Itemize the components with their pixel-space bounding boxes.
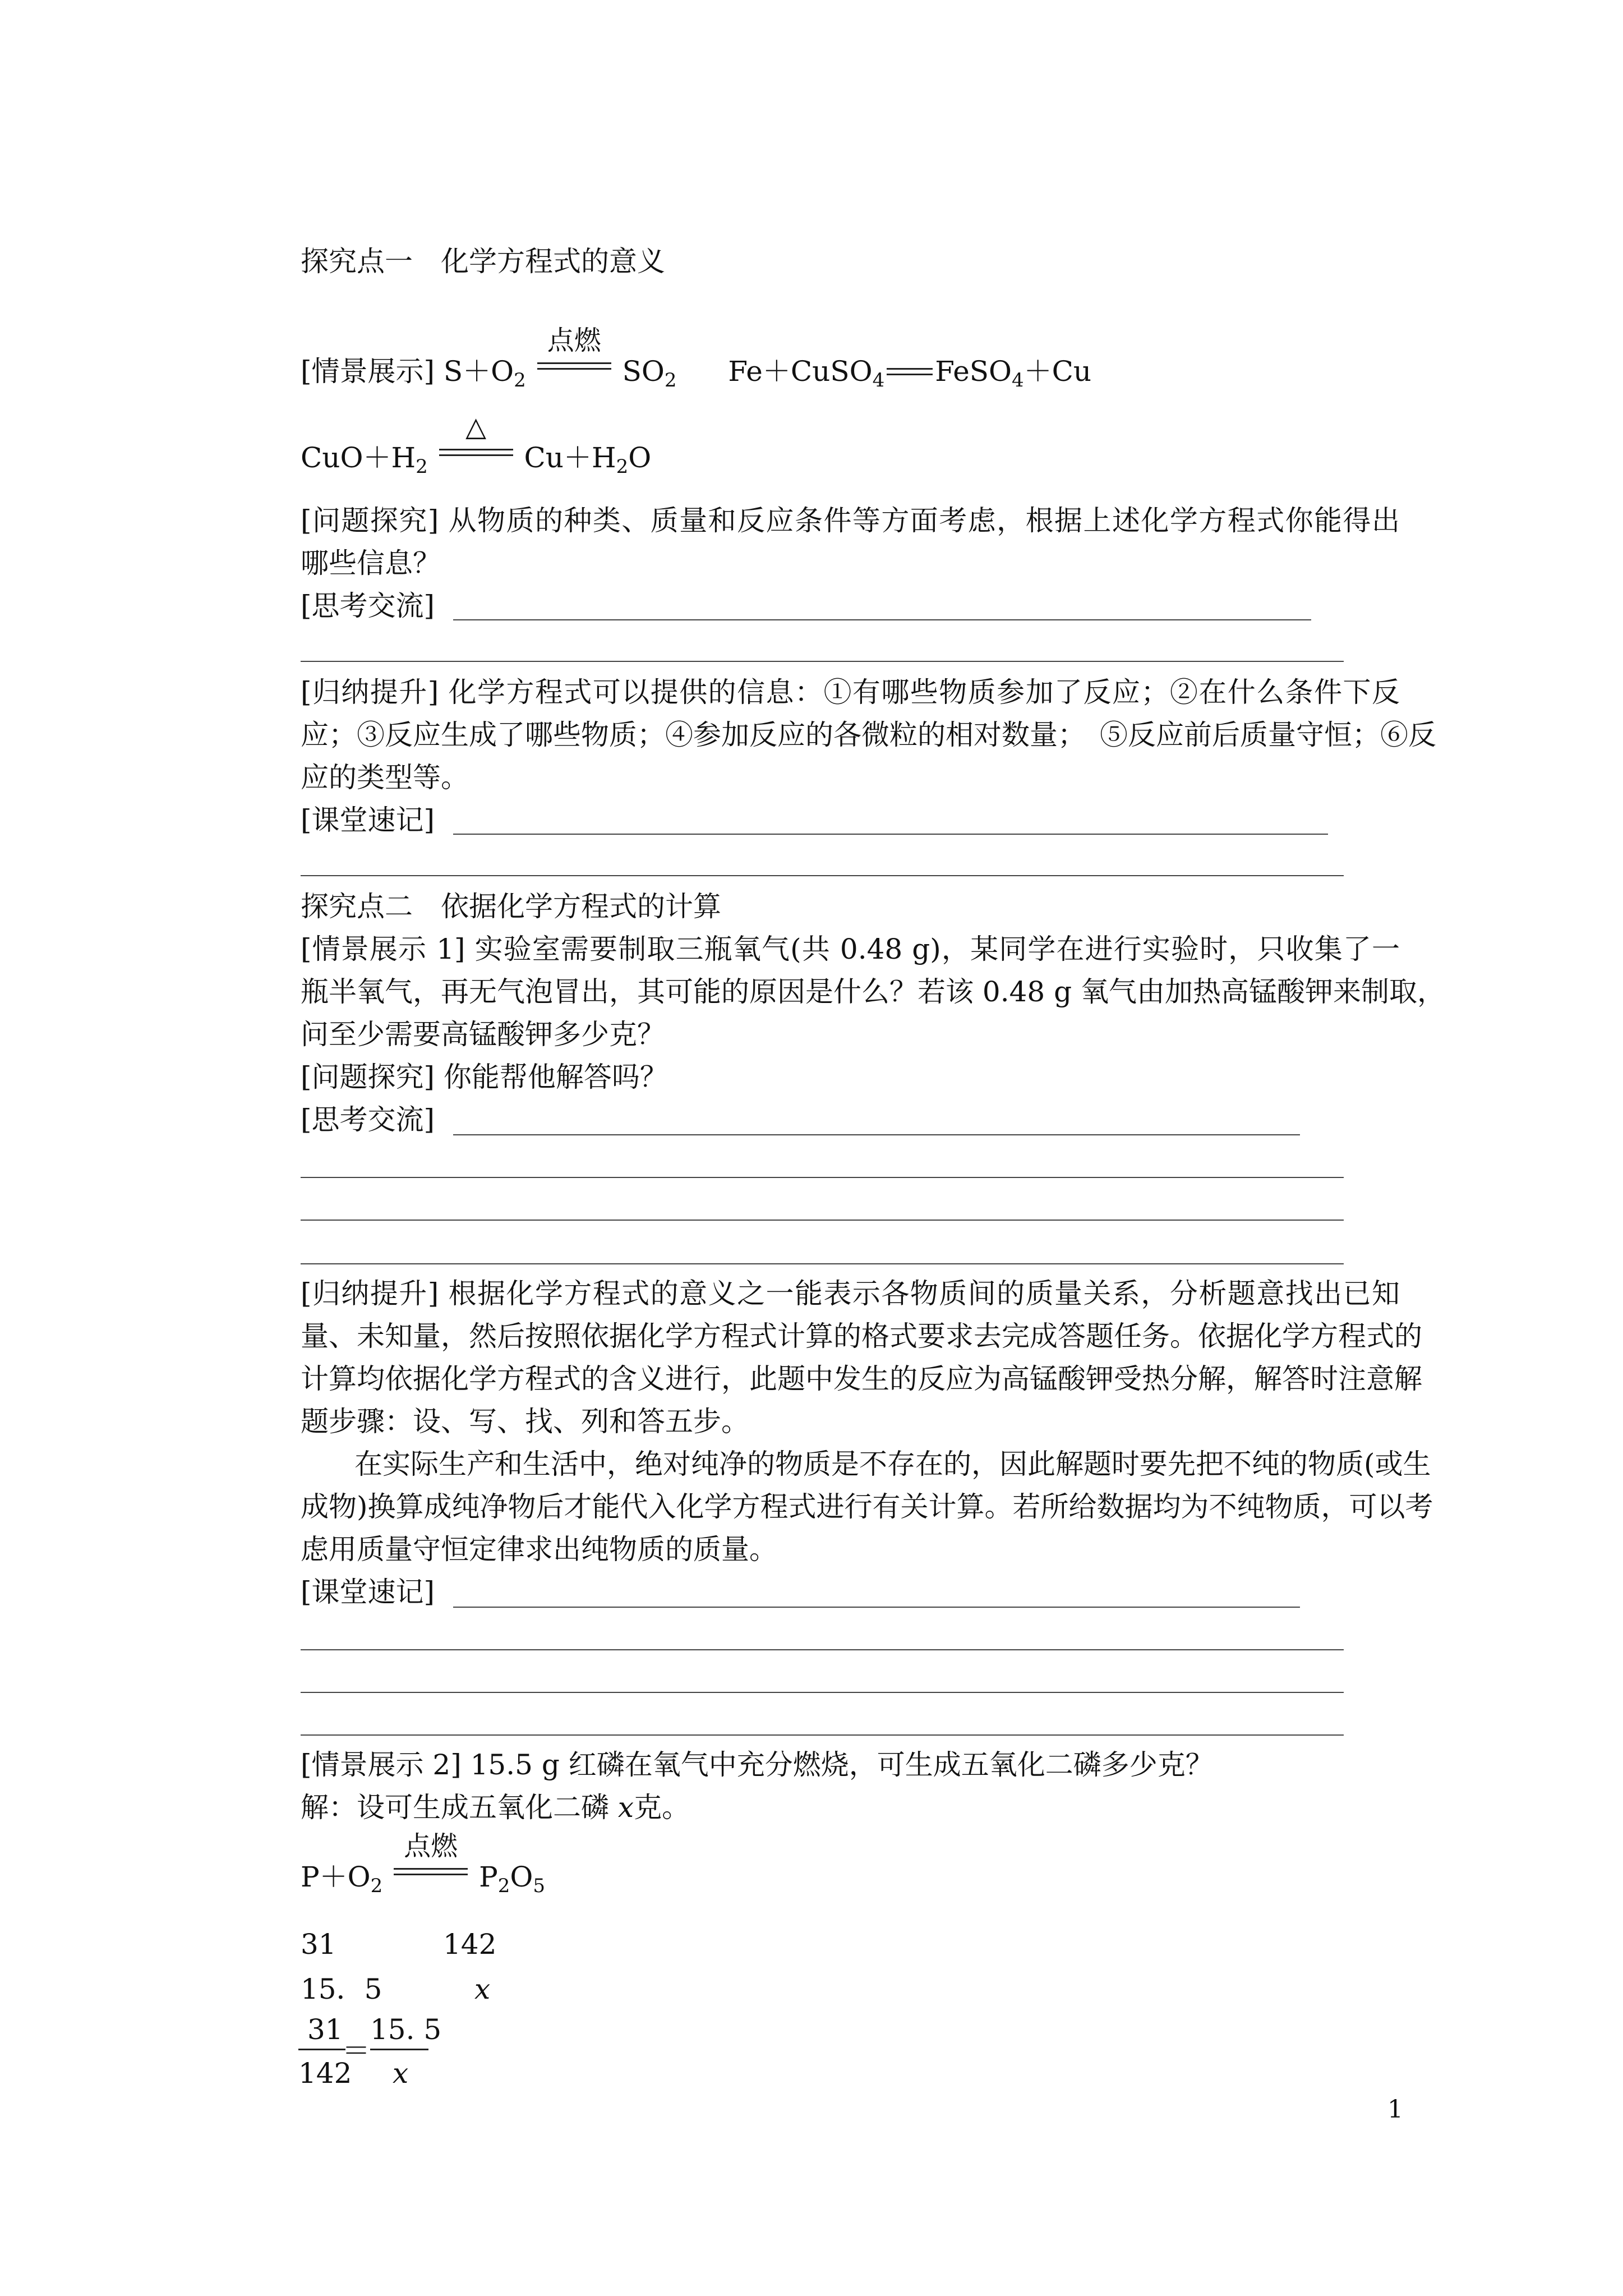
p-eq-left: P＋O: [301, 1861, 371, 1893]
eq1-condition: 点燃: [547, 325, 601, 356]
p-eq-right-sub1: 2: [497, 1875, 510, 1897]
answer-line[interactable]: [301, 1177, 1344, 1178]
fraction-right-denominator: x: [393, 2057, 409, 2090]
eq1-right-sub: 2: [664, 369, 677, 392]
equation-line-3: [301, 411, 652, 484]
question-line-1: [问题探究] 从物质的种类、质量和反应条件等方面考虑，根据上述化学方程式你能得出: [301, 504, 1400, 537]
solution-suffix: 克。: [634, 1791, 690, 1824]
paragraph-line-3: 虑用质量守恒定律求出纯物质的质量。: [301, 1533, 777, 1566]
fraction-right-bar: [370, 2049, 428, 2050]
notes-label-2: [课堂速记]: [301, 1576, 435, 1608]
notes-line[interactable]: [301, 1649, 1344, 1650]
answer-line[interactable]: [453, 619, 1311, 620]
notes-line[interactable]: [301, 1734, 1344, 1736]
page-number: 1: [1387, 2095, 1403, 2124]
phosphorus-equation: [301, 1830, 546, 1903]
mass-row-1-left: 31: [301, 1928, 336, 1961]
notes-line[interactable]: [301, 875, 1344, 876]
summary2-line-3: 计算均依据化学方程式的含义进行，此题中发生的反应为高锰酸钾受热分解，解答时注意解: [301, 1363, 1422, 1395]
paragraph-line-1: 在实际生产和生活中，绝对纯净的物质是不存在的，因此解题时要先把不纯的物质(或生: [354, 1448, 1431, 1480]
solution-prefix: 解：设可生成五氧化二磷: [301, 1791, 618, 1824]
eq2-equals: [884, 355, 935, 388]
heat-condition: △: [465, 411, 487, 443]
eq3-right-sub: 2: [616, 455, 629, 478]
scene2-text: [情景展示 2] 15.5 g 红磷在氧气中充分燃烧，可生成五氧化二磷多少克？: [301, 1749, 1214, 1781]
summary2-line-1: [归纳提升] 根据化学方程式的意义之一能表示各物质间的质量关系，分析题意找出已知: [301, 1277, 1400, 1310]
fraction-left-denominator: 142: [298, 2057, 352, 2090]
scene1-line-2: 瓶半氧气，再无气泡冒出，其可能的原因是什么？若该 0.48 g 氧气由加热高锰酸钾来制取，: [301, 976, 1446, 1008]
eq1-left: S＋O: [443, 355, 514, 388]
question-2: [问题探究] 你能帮他解答吗？: [301, 1061, 668, 1093]
mass-row-1-right: 142: [443, 1928, 497, 1961]
eq2-left: Fe＋CuSO: [728, 355, 873, 388]
eq1-right: SO: [622, 355, 665, 388]
solution-var: x: [617, 1791, 634, 1824]
p-eq-right: P: [479, 1861, 498, 1893]
p-eq-condition: 点燃: [404, 1830, 458, 1862]
section1-title: 探究点一 化学方程式的意义: [301, 245, 665, 278]
p-eq-right-sub2: 5: [533, 1875, 546, 1897]
summary1-line-1: [归纳提升] 化学方程式可以提供的信息：①有哪些物质参加了反应；②在什么条件下反: [301, 676, 1400, 708]
mass-row-2-left: 15．5: [301, 1973, 382, 2005]
eq3-arrow: [437, 411, 515, 475]
eq3-right: Cu＋H: [524, 441, 616, 474]
fraction-right-numerator: 15. 5: [370, 2013, 442, 2046]
think-label-1: [思考交流]: [301, 590, 435, 622]
paragraph-line-2: 成物)换算成纯净物后才能代入化学方程式进行有关计算。若所给数据均为不纯物质，可以考: [301, 1490, 1433, 1523]
answer-line[interactable]: [453, 1134, 1300, 1135]
p-eq-right-mid: O: [510, 1861, 533, 1893]
fraction-equals: ＝: [342, 2035, 370, 2067]
summary1-line-2: 应；③反应生成了哪些物质；④参加反应的各微粒的相对数量； ⑤反应前后质量守恒；⑥反: [301, 719, 1436, 751]
equation-line-1: [301, 325, 1092, 397]
think-label-2: [思考交流]: [301, 1103, 435, 1136]
answer-line[interactable]: [301, 1263, 1344, 1264]
eq2-right-tail: ＋Cu: [1023, 355, 1092, 388]
answer-line[interactable]: [301, 661, 1344, 662]
notes-label-1: [课堂速记]: [301, 804, 435, 836]
eq2-left-sub: 4: [872, 369, 885, 392]
p-eq-arrow: [391, 1830, 470, 1894]
eq1-left-sub: 2: [514, 369, 526, 392]
fraction-left-numerator: 31: [307, 2013, 343, 2046]
solution-intro: [301, 1791, 690, 1824]
question-line-2: 哪些信息？: [301, 547, 441, 579]
scene1-line-3: 问至少需要高锰酸钾多少克？: [301, 1018, 665, 1051]
notes-line[interactable]: [301, 1692, 1344, 1693]
scene1-line-1: [情景展示 1] 实验室需要制取三瓶氧气(共 0.48 g)，某同学在进行实验时，只收集了一: [301, 933, 1400, 965]
eq3-right-tail: O: [628, 441, 652, 474]
section2-title: 探究点二 依据化学方程式的计算: [301, 890, 721, 923]
summary2-line-2: 量、未知量，然后按照依据化学方程式计算的格式要求去完成答题任务。依据化学方程式的: [301, 1320, 1422, 1352]
eq1-arrow: [535, 325, 614, 388]
eq3-left: CuO＋H: [301, 441, 416, 474]
answer-line[interactable]: [301, 1220, 1344, 1221]
eq3-left-sub: 2: [416, 455, 428, 478]
p-eq-left-sub: 2: [370, 1875, 383, 1897]
notes-line[interactable]: [453, 834, 1328, 835]
notes-line[interactable]: [453, 1607, 1300, 1608]
summary1-line-3: 应的类型等。: [301, 761, 469, 794]
eq2-right-sub: 4: [1012, 369, 1024, 392]
eq2-right: FeSO: [935, 355, 1012, 388]
fraction-left-bar: [298, 2049, 345, 2050]
mass-row-2-right: x: [474, 1973, 491, 2005]
scene-label: [情景展示]: [301, 355, 435, 388]
summary2-line-4: 题步骤：设、写、找、列和答五步。: [301, 1405, 749, 1438]
